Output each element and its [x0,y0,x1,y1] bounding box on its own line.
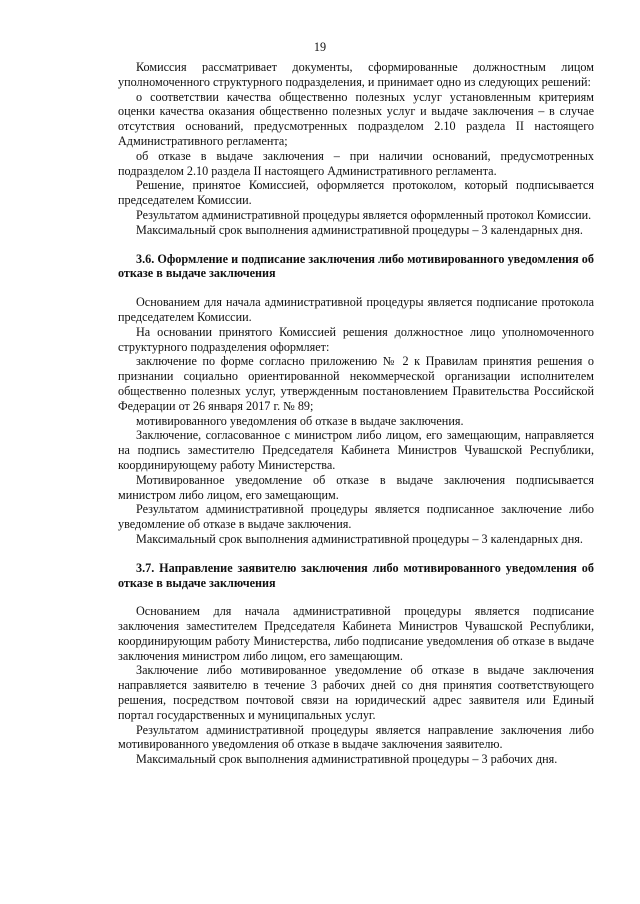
paragraph: Основанием для начала административной процедуры является подписание протокола председателем Комиссии. [118,295,594,324]
paragraph: Максимальный срок выполнения административной процедуры – 3 календарных дня. [136,222,583,237]
paragraph: Максимальный срок выполнения административной процедуры – 3 календарных дня. [136,531,583,546]
paragraph: Решение, принятое Комиссией, оформляется протоколом, который подписывается председателем Комиссии. [118,178,594,208]
paragraph: Результатом административной процедуры является направление заключения либо мотивированного уведомления об отказе в выдаче заключения заявителю. [118,722,594,752]
paragraph: Заключение либо мотивированное уведомление об отказе в выдаче заключения направляется заявителю в течение 3 рабочих дней со дня принятия соответствующего решения, посредством почтовой связи на юридический адрес заявителя или Единый портал государственных и муниципальных услуг. [118,663,594,722]
section-heading-3-6: 3.6. Оформление и подписание заключения либо мотивированного уведомления об отказе в выдаче заключения [118,251,594,281]
paragraph: мотивированного уведомления об отказе в выдаче заключения. [136,413,464,428]
paragraph: об отказе в выдаче заключения – при наличии оснований, предусмотренных подразделом 2.10 раздела II настоящего Административного регламента. [118,148,594,178]
document-body [0,60,640,767]
paragraph: Результатом административной процедуры является подписанное заключение либо уведомление об отказе в выдаче заключения. [118,502,594,532]
paragraph: Максимальный срок выполнения административной процедуры – 3 рабочих дня. [136,752,558,767]
page-number: 19 [313,40,327,54]
paragraph: Результатом административной процедуры является оформленный протокол Комиссии. [136,207,592,222]
paragraph: заключение по форме согласно приложению № 2 к Правилам принятия решения о признании социально ориентированной некоммерческой организации исполнителем общественно полезных услуг, утвержденным постановлением Правительства Российской Федерации от 26 января 2017 г. № 89; [118,354,594,413]
paragraph: о соответствии качества общественно полезных услуг установленным критериям оценки качества оказания общественно полезных услуг и выдаче заключения – в случае отсутствия оснований, предусмотренных подразделом 2.10 раздела II настоящего Административного регламента; [118,89,594,148]
paragraph: Мотивированное уведомление об отказе в выдаче заключения подписывается министром либо лицом, его замещающим. [118,472,594,502]
paragraph: Основанием для начала административной процедуры является подписание заключения заместителем Председателя Кабинета Министров Чувашской Республики, координирующим работу Министерства, либо подписание уведомления об отказе в выдаче заключения министром либо лицом, его замещающим. [118,604,594,663]
paragraph: На основании принятого Комиссией решения должностное лицо уполномоченного структурного подразделения оформляет: [118,324,594,354]
section-heading-3-7: 3.7. Направление заявителю заключения либо мотивированного уведомления об отказе в выдаче заключения [118,560,594,590]
paragraph: Комиссия рассматривает документы, сформированные должностным лицом уполномоченного структурного подразделения, и принимает одно из следующих решений: [118,60,594,89]
paragraph: Заключение, согласованное с министром либо лицом, его замещающим, направляется на подпись заместителю Председателя Кабинета Министров Чувашской Республики, координирующему работу Министерства. [118,428,594,472]
